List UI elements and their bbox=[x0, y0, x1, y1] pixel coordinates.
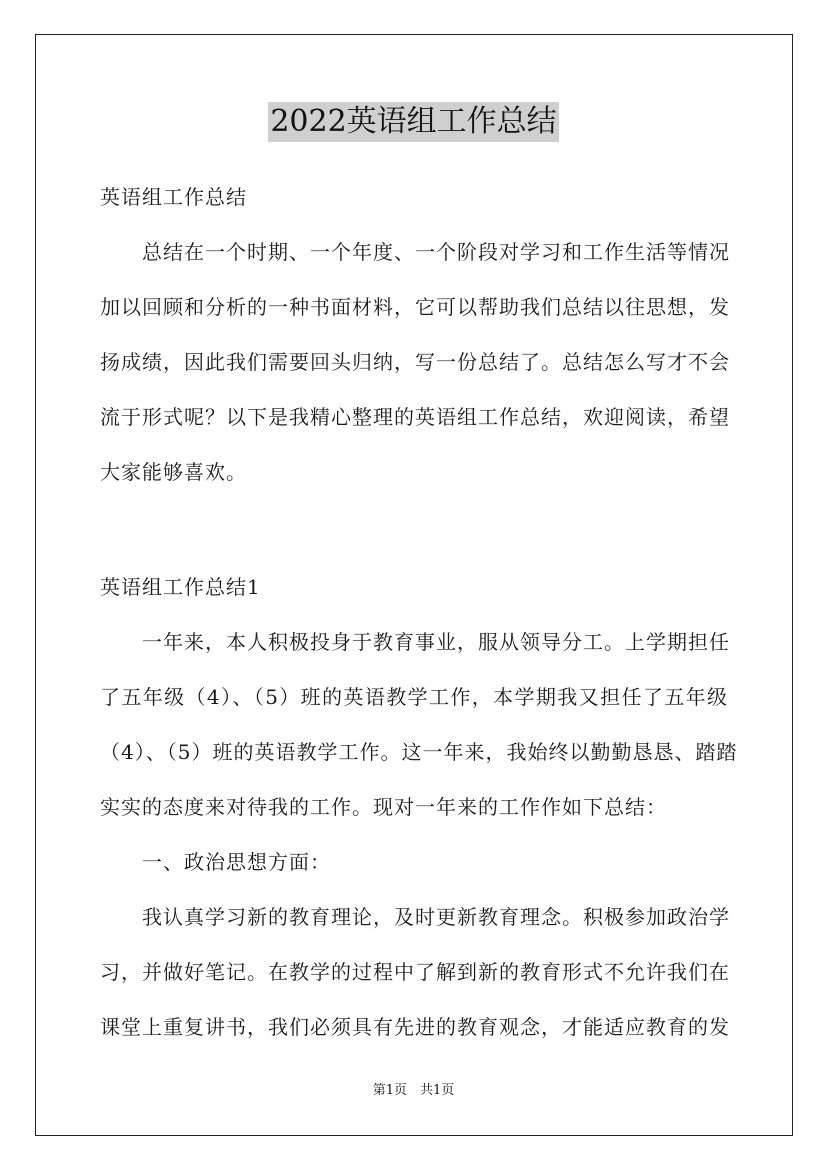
paragraph-gap bbox=[100, 500, 728, 560]
title-wrap bbox=[0, 102, 827, 142]
paragraph-line: 了五年级（4）、（5）班的英语教学工作，本学期我又担任了五年级 bbox=[100, 685, 728, 709]
paragraph-line: 总结在一个时期、一个年度、一个阶段对学习和工作生活等情况 bbox=[100, 240, 730, 264]
document-title: 2022英语组工作总结 bbox=[268, 102, 558, 142]
paragraph-line: 加以回顾和分析的一种书面材料，它可以帮助我们总结以往思想，发 bbox=[100, 295, 730, 319]
document-body bbox=[100, 170, 738, 1055]
paragraph-line: （4）、（5）班的英语教学工作。这一年来，我始终以勤勤恳恳、踏踏 bbox=[100, 740, 738, 764]
paragraph-line: 扬成绩，因此我们需要回头归纳，写一份总结了。总结怎么写才不会 bbox=[100, 350, 730, 374]
paragraph-line: 习，并做好笔记。在教学的过程中了解到新的教育形式不允许我们在 bbox=[100, 960, 730, 984]
page-footer: 第1页 共1页 bbox=[372, 1083, 455, 1098]
paragraph-line: 我认真学习新的教育理论，及时更新教育理念。积极参加政治学 bbox=[100, 905, 730, 929]
paragraph-line: 流于形式呢？以下是我精心整理的英语组工作总结，欢迎阅读，希望 bbox=[100, 405, 730, 429]
paragraph-line: 课堂上重复讲书，我们必须具有先进的教育观念，才能适应教育的发 bbox=[100, 1015, 730, 1039]
paragraph-line: 大家能够喜欢。 bbox=[100, 460, 247, 484]
paragraph-line: 实实的态度来对待我的工作。现对一年来的工作作如下总结： bbox=[100, 795, 667, 819]
section-heading: 英语组工作总结1 bbox=[100, 575, 261, 599]
paragraph-line: 一年来，本人积极投身于教育事业，服从领导分工。上学期担任 bbox=[100, 630, 730, 654]
intro-heading: 英语组工作总结 bbox=[100, 185, 247, 209]
subsection-heading: 一、政治思想方面： bbox=[100, 850, 331, 874]
